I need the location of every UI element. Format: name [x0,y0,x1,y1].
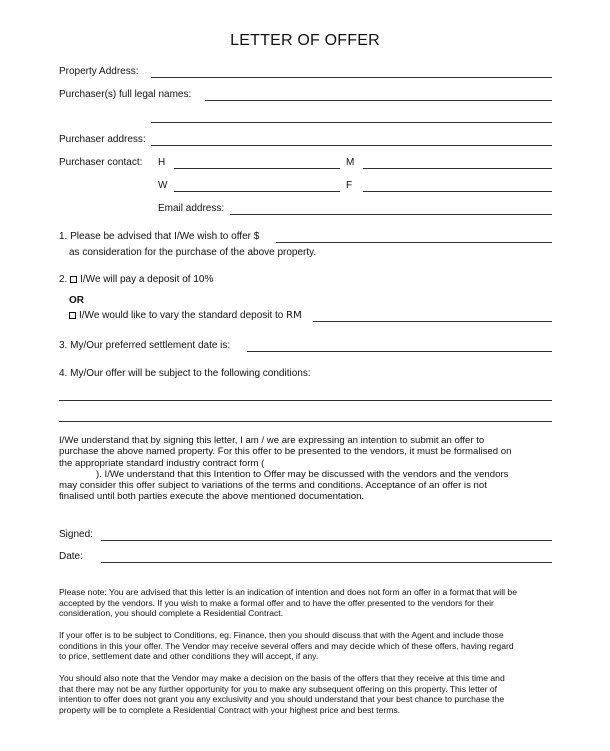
note-3-line-1: You should also note that the Vendor may make a decision on the basis of the offers that they receive at this time and [59,673,505,683]
email-label: Email address: [158,203,225,214]
note-1-line-1: Please note: You are advised that this letter is an indication of intention and does not form an offer in a format that will be [59,587,517,597]
offer-amount-label: 1. Please be advised that I/We wish to offer $ [59,231,260,242]
note-paragraph-2 [59,630,569,662]
vary-deposit-checkbox[interactable] [69,312,76,319]
deposit-item-number: 2. [59,274,68,285]
currency-label: RM [286,310,302,321]
note-1-line-2: accepted by the vendors. If you wish to make a formal offer and to have the offer presented to the vendors for their [59,597,494,608]
statement-line-1: I/We understand that by signing this letter, I am / we are expressing an intention to submit an offer to [59,435,485,446]
conditions-field-1[interactable] [59,400,552,401]
signed-label: Signed: [59,529,93,540]
statement-line-2: purchase the above named property. For this offer to be presented to the vendors, it must be formalised on [59,446,512,458]
fax-field[interactable] [363,191,552,192]
note-1-line-3: consideration, you should complete a Residential Contract. [59,608,284,619]
purchaser-names-field-2[interactable] [151,122,552,123]
purchaser-contact-label: Purchaser contact: [59,157,143,168]
document-title: LETTER OF OFFER [230,32,380,49]
mobile-phone-field[interactable] [363,168,552,169]
offer-amount-note: as consideration for the purchase of the above property. [69,247,317,258]
note-2-line-2: conditions in this your offer. The Vendor may receive several offers and may decide which of these offers, having regard [59,640,514,651]
note-2-line-3: to price, settlement date and other conditions they will accept, if any. [59,651,319,662]
email-field[interactable] [230,214,552,215]
purchaser-names-field[interactable] [205,100,552,101]
deposit-option-1 [59,274,213,286]
signature-field[interactable] [101,540,552,541]
deposit-option-2 [69,310,302,322]
property-address-field[interactable] [151,77,552,78]
deposit-10-label: I/We will pay a deposit of 10% [80,274,214,285]
offer-amount-field[interactable] [276,242,552,243]
home-phone-label: H [158,157,166,168]
note-paragraph-1 [59,587,569,619]
note-2-line-1: If your offer is to be subject to Conditions, eg. Finance, then you should discuss that with the Agent and include those [59,630,504,640]
note-paragraph-3 [59,673,569,715]
settlement-date-label: 3. My/Our preferred settlement date is: [59,340,231,351]
conditions-field-2[interactable] [59,421,552,422]
statement-line-4: ). I/We understand that this Intention to Offer may be discussed with the vendors and the vendors [96,468,509,480]
fax-label: F [346,180,353,191]
statement-line-5: may consider this offer subject to variations of the terms and conditions. Acceptance of an offer is not [59,480,487,492]
mobile-phone-label: M [346,157,355,168]
home-phone-field[interactable] [174,168,340,169]
purchaser-address-field[interactable] [151,145,552,146]
note-3-line-2: that there may not be any further opportunity for you to make any subsequent offering on this property. This letter of [59,683,498,694]
conditions-label: 4. My/Our offer will be subject to the following conditions: [59,368,311,379]
vary-deposit-label: I/We would like to vary the standard deposit to [79,310,284,321]
note-3-line-4: property will be to complete a Residential Contract with your highest price and best terms. [59,704,401,715]
deposit-10-checkbox[interactable] [70,276,77,283]
statement-line-6: finalised until both parties execute the above mentioned documentation. [59,491,365,503]
vary-deposit-field[interactable] [313,321,552,322]
date-field[interactable] [101,562,552,563]
settlement-date-field[interactable] [247,351,552,352]
date-label: Date: [59,551,83,562]
work-phone-label: W [158,180,168,191]
or-label: OR [69,295,84,306]
statement-line-3: the appropriate standard industry contract form ( [59,457,265,469]
purchaser-names-label: Purchaser(s) full legal names: [59,89,192,100]
purchaser-address-label: Purchaser address: [59,134,146,145]
note-3-line-3: intention to offer does not grant you any exclusivity and you should understand that your best chance to purchase the [59,694,505,705]
property-address-label: Property Address: [59,66,139,77]
intention-statement [59,435,559,503]
work-phone-field[interactable] [174,191,340,192]
